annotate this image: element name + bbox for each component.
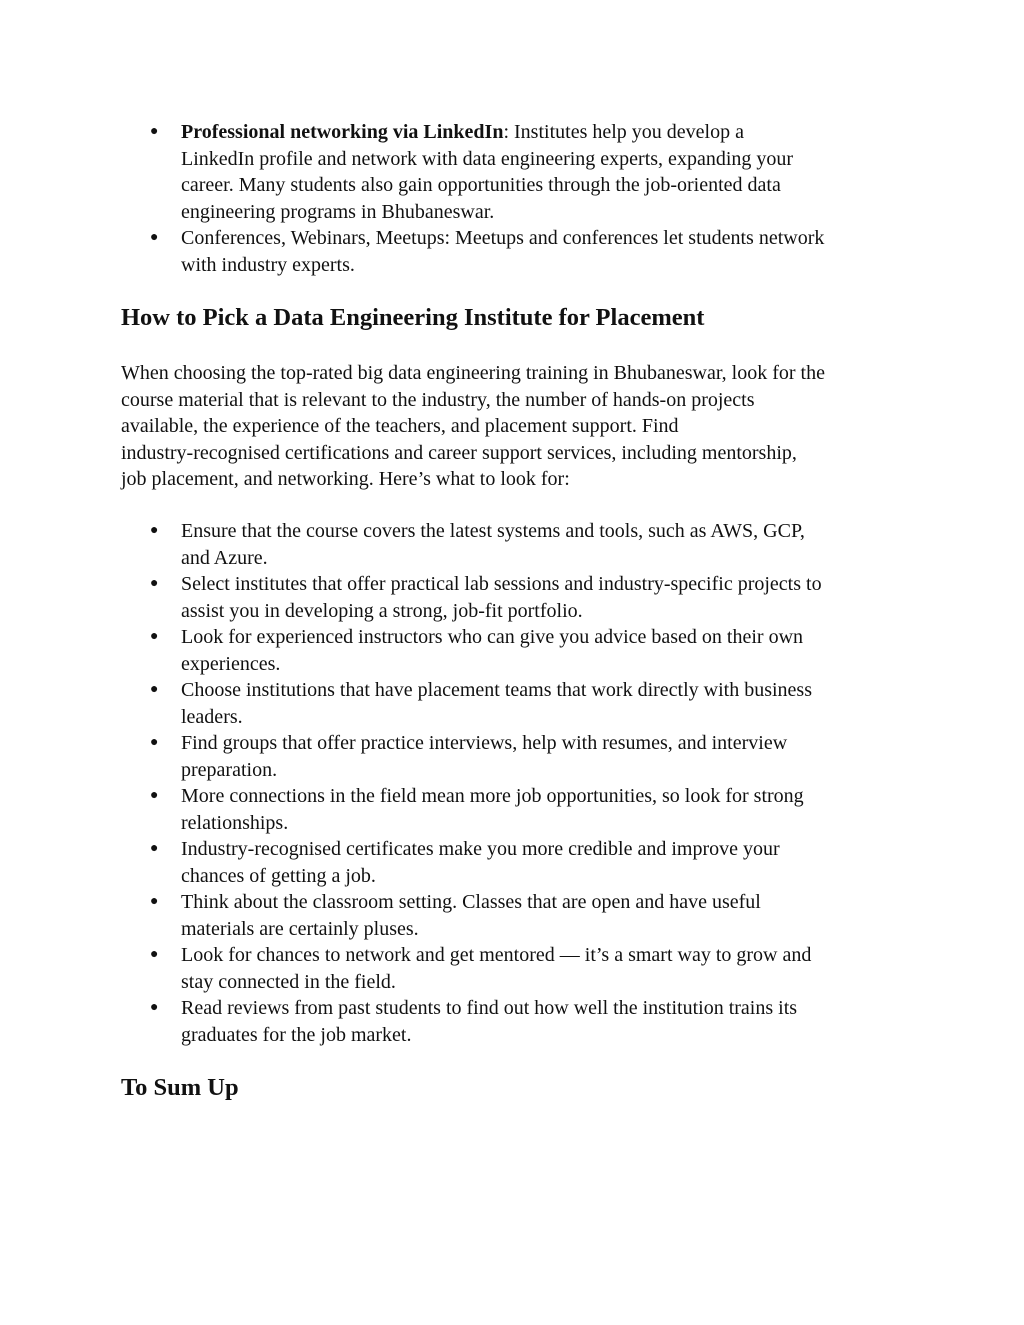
bullet-icon: ● xyxy=(150,230,159,245)
list-item xyxy=(150,836,822,889)
list-line: materials are certainly pluses. xyxy=(181,917,419,940)
list-item xyxy=(150,571,822,624)
paragraph-line: available, the experience of the teachers, and placement support. Find xyxy=(121,415,679,437)
list-line: engineering programs in Bhubaneswar. xyxy=(181,200,495,223)
list-line: relationships. xyxy=(181,811,289,834)
bullet-icon: ● xyxy=(150,523,159,538)
list-line: with industry experts. xyxy=(181,253,355,276)
bullet-icon: ● xyxy=(150,629,159,644)
list-item xyxy=(150,783,822,836)
list-line: Select institutes that offer practical lab sessions and industry-specific projects to xyxy=(181,573,822,595)
list-line: Ensure that the course covers the latest systems and tools, such as AWS, GCP, xyxy=(181,520,805,542)
list-line: Conferences, Webinars, Meetups: Meetups and conferences let students network xyxy=(181,227,825,249)
list-item xyxy=(150,225,824,278)
paragraph-line: industry-recognised certifications and career support services, including mentorship, xyxy=(121,441,797,464)
list-item xyxy=(150,730,822,783)
networking-list xyxy=(150,119,824,278)
list-line: and Azure. xyxy=(181,546,268,569)
list-item xyxy=(150,624,822,677)
list-line: chances of getting a job. xyxy=(181,864,376,887)
list-line: leaders. xyxy=(181,705,243,728)
paragraph-line: course material that is relevant to the industry, the number of hands-on projects xyxy=(121,388,755,411)
criteria-list xyxy=(150,518,822,1048)
list-line xyxy=(181,119,824,146)
bullet-icon: ● xyxy=(150,682,159,697)
list-item xyxy=(150,889,822,942)
bullet-icon: ● xyxy=(150,947,159,962)
list-line: Choose institutions that have placement teams that work directly with business xyxy=(181,679,812,701)
bullet-icon: ● xyxy=(150,788,159,803)
list-line: Industry-recognised certificates make you more credible and improve your xyxy=(181,838,780,860)
list-line: Look for experienced instructors who can give you advice based on their own xyxy=(181,626,804,648)
list-line: graduates for the job market. xyxy=(181,1023,412,1046)
text: : Institutes help you develop a xyxy=(503,121,744,143)
bullet-icon: ● xyxy=(150,1000,159,1015)
list-item xyxy=(150,995,822,1048)
list-line: experiences. xyxy=(181,652,281,675)
paragraph-line: job placement, and networking. Here’s what to look for: xyxy=(121,468,570,490)
bullet-icon: ● xyxy=(150,894,159,909)
bullet-icon: ● xyxy=(150,841,159,856)
list-line: Read reviews from past students to find out how well the institution trains its xyxy=(181,997,798,1019)
list-line: Look for chances to network and get mentored — it’s a smart way to grow and xyxy=(181,944,812,966)
list-item xyxy=(150,518,822,571)
bullet-icon: ● xyxy=(150,576,159,591)
list-line: More connections in the field mean more job opportunities, so look for strong xyxy=(181,785,804,807)
list-item xyxy=(150,119,824,225)
list-item xyxy=(150,942,822,995)
list-line: career. Many students also gain opportunities through the job-oriented data xyxy=(181,174,781,196)
list-line: assist you in developing a strong, job-fit portfolio. xyxy=(181,599,583,622)
section-heading: To Sum Up xyxy=(121,1074,239,1101)
list-line: preparation. xyxy=(181,758,278,781)
paragraph-line: When choosing the top-rated big data engineering training in Bhubaneswar, look for the xyxy=(121,362,825,384)
bullet-icon: ● xyxy=(150,124,159,139)
list-line: Think about the classroom setting. Classes that are open and have useful xyxy=(181,891,761,913)
list-line: stay connected in the field. xyxy=(181,970,396,993)
list-line: LinkedIn profile and network with data engineering experts, expanding your xyxy=(181,147,794,170)
list-item xyxy=(150,677,822,730)
section-heading: How to Pick a Data Engineering Institute for Placement xyxy=(121,304,705,331)
bold-term: Professional networking via LinkedIn xyxy=(181,121,504,143)
bullet-icon: ● xyxy=(150,735,159,750)
intro-paragraph xyxy=(121,360,825,493)
list-line: Find groups that offer practice interviews, help with resumes, and interview xyxy=(181,732,788,754)
